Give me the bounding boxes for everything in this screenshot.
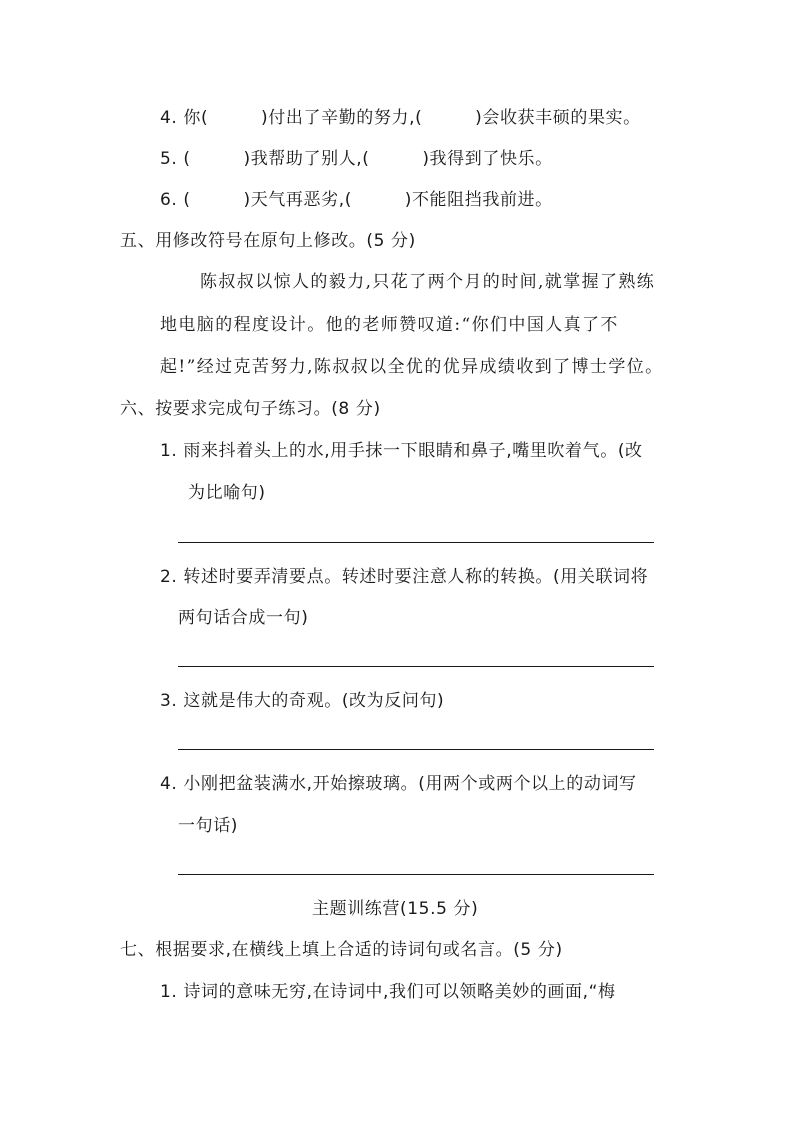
section7-heading: 七、根据要求,在横线上填上合适的诗词句或名言。(5 分) — [120, 940, 563, 960]
answer-line-3[interactable] — [178, 749, 654, 750]
theme-title: 主题训练营(15.5 分) — [312, 899, 479, 919]
passage-line-3: 起!”经过克苦努力,陈叔叔以全优的优异成绩收到了博士学位。 — [160, 357, 664, 377]
answer-line-1[interactable] — [178, 542, 654, 543]
fill-item-4: 4. 你( )付出了辛勤的努力,( )会收获丰硕的果实。 — [160, 108, 641, 128]
item-4-line-1: 4. 小刚把盆装满水,开始擦玻璃。(用两个或两个以上的动词写 — [160, 774, 637, 794]
passage-line-1: 陈叔叔以惊人的毅力,只花了两个月的时间,就掌握了熟练 — [200, 272, 656, 292]
section6-heading: 六、按要求完成句子练习。(8 分) — [120, 399, 381, 419]
item-1-line-1: 1. 雨来抖着头上的水,用手抹一下眼睛和鼻子,嘴里吹着气。(改 — [160, 441, 643, 461]
item-2-line-2: 两句话合成一句) — [178, 608, 309, 628]
item-1-line-2: 为比喻句) — [188, 483, 266, 503]
answer-line-4[interactable] — [178, 874, 654, 875]
item-4-line-2: 一句话) — [178, 816, 239, 836]
item-2-line-1: 2. 转述时要弄清要点。转述时要注意人称的转换。(用关联词将 — [160, 567, 649, 587]
fill-item-6: 6. ( )天气再恶劣,( )不能阻挡我前进。 — [160, 190, 553, 210]
answer-line-2[interactable] — [178, 666, 654, 667]
fill-item-5: 5. ( )我帮助了别人,( )我得到了快乐。 — [160, 149, 553, 169]
item-7-1-line-1: 1. 诗词的意味无穷,在诗词中,我们可以领略美妙的画面,“梅 — [160, 982, 616, 1002]
passage-line-2: 地电脑的程度设计。他的老师赞叹道:“你们中国人真了不 — [160, 315, 619, 335]
section5-heading: 五、用修改符号在原句上修改。(5 分) — [120, 231, 416, 251]
item-3-line-1: 3. 这就是伟大的奇观。(改为反问句) — [160, 691, 445, 711]
